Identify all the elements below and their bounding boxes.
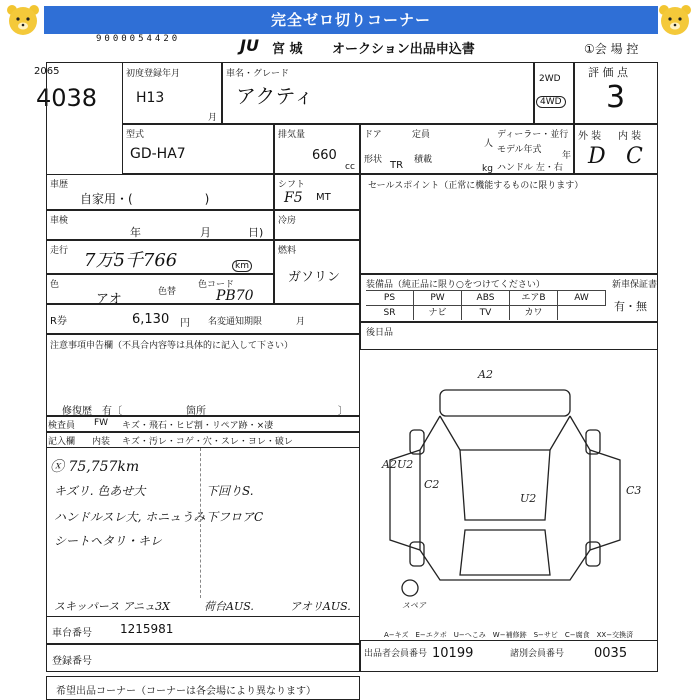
fuel-value: ガソリン	[288, 270, 341, 285]
equipment-row-2: SR ナビ TV カワ	[366, 305, 606, 320]
lot-number: 4038	[36, 84, 98, 112]
label-a2: A2	[478, 368, 493, 381]
history-value: 自家用・( )	[80, 192, 210, 206]
rear-items-cell	[360, 322, 658, 350]
first-reg-value: H13	[136, 90, 165, 106]
body-value: TR	[390, 160, 404, 171]
drive-cell	[534, 62, 574, 124]
venue-name: 宮 城	[272, 42, 303, 57]
km-unit: km	[232, 260, 252, 272]
plate-cell	[46, 644, 360, 672]
model-value: アクティ	[236, 84, 314, 108]
chassis-value: 1215981	[120, 622, 174, 636]
displacement-value: 660	[312, 148, 337, 163]
label-a2u2: A2U2	[382, 458, 414, 471]
exhibitor-subnumber: 0035	[594, 646, 628, 661]
notes-label: 注意事項申告欄（不具合内容等は具体的に記入して下さい）	[50, 341, 294, 351]
equipment-row-1: PS PW ABS エアB AW	[366, 290, 606, 305]
bear-mascot-icon	[4, 2, 42, 40]
sheet-title: オークション出品申込書	[332, 42, 475, 57]
serial-number: 9000054420	[96, 34, 181, 44]
bear-mascot-icon	[656, 2, 694, 40]
lot-code: 2065	[34, 66, 60, 77]
handwritten-mileage: ⓧ 75,757km	[50, 459, 140, 475]
banner-title: 完全ゼロ切りコーナー	[44, 6, 658, 34]
label-u2: U2	[520, 492, 537, 505]
recycle-cell	[46, 304, 360, 334]
chassis-cell	[46, 616, 360, 644]
interior-grade: C	[626, 144, 643, 169]
footer-label: 希望出品コーナー（コーナーは各会場により異なります）	[56, 686, 316, 697]
exhibitor-number: 10199	[432, 646, 474, 661]
drive-4wd-circled: 4WD	[536, 96, 566, 108]
recycle-value: 6,130	[132, 312, 170, 327]
inspection-cell	[46, 210, 274, 240]
damage-legend: A−キズ E−エクボ U−へこみ W−補修跡 S−サビ C−腐食 XX−交換済	[384, 631, 634, 639]
label-c2: C2	[424, 478, 440, 491]
grade-score: 3	[606, 80, 626, 115]
sales-point-label: セールスポイント（正常に機能するものに限ります）	[368, 181, 584, 191]
warranty-value: 有・無	[614, 300, 647, 313]
vehicle-diagram	[380, 360, 656, 610]
copy-label: ①会 場 控	[584, 42, 639, 56]
exterior-grade: D	[588, 144, 606, 169]
color-code: PB70	[216, 288, 254, 304]
label-spare: スペア	[402, 601, 426, 610]
type-value: GD-HA7	[130, 146, 186, 162]
label-c3: C3	[626, 484, 642, 497]
shift-value: F5	[284, 190, 303, 206]
color-value: アオ	[96, 292, 122, 307]
mileage-value: 7万5千766	[84, 250, 178, 271]
auction-sheet: 完全ゼロ切りコーナー 9000054420 JU 宮 城 オークション出品申込書 ①会 場 控 2065 4038 初度登録年月 H13 月 車名・グレード アクティ 2WD 4WD 評 価 点 3 型式 GD-HA7 排気量 660 cc ドア 定員 人 形状 TR 積載 kg ディーラー・並行 モデル年式 年 ハンドル 左・右 外 装 内 装 D C 車歴 自家用・( ) シフト F5 MT 車検 年 月 日) 冷房 走行 7万5千766 km 燃料 ガソリン 色 アオ 色替 色コード PB70 R券 6,130 円 名変通知期限 月 セールスポイント（正常に機能するものに限ります） 装備品（純正品に限り○をつけてください） 新車保証書 有・無 PS PW ABS エアB AW SR ナビ TV カワ 後日品 注意事項申告欄（不具合内容等は具体的に記入して下さい） 修復歴 有〔 箇所 〕 検査員 FW キズ・飛石・ヒビ割・リペア跡・×凄 記入欄 内装 キズ・汚レ・コゲ・穴・スレ・ヨレ・破レ ⓧ 75,757km キズリ. 色あせ大 下回りS. ハンドルスレ大, ホニュうみ 下フロアC シートヘタリ・キレ スキッパース アニュ3X 荷台AUS. アオリAUS. A2 A2U2 C2 U2 C3 スペア A−キズ E−エクボ U−へこみ W−補修跡 S−サビ C−腐食 XX−交換済 車台番号 1215981 登録番号 出品者会員番号 10199 諸別会員番号 0035 希望出品コーナー（コーナーは各会場により異なります）	[0, 0, 700, 700]
ju-logo: JU	[240, 36, 259, 55]
